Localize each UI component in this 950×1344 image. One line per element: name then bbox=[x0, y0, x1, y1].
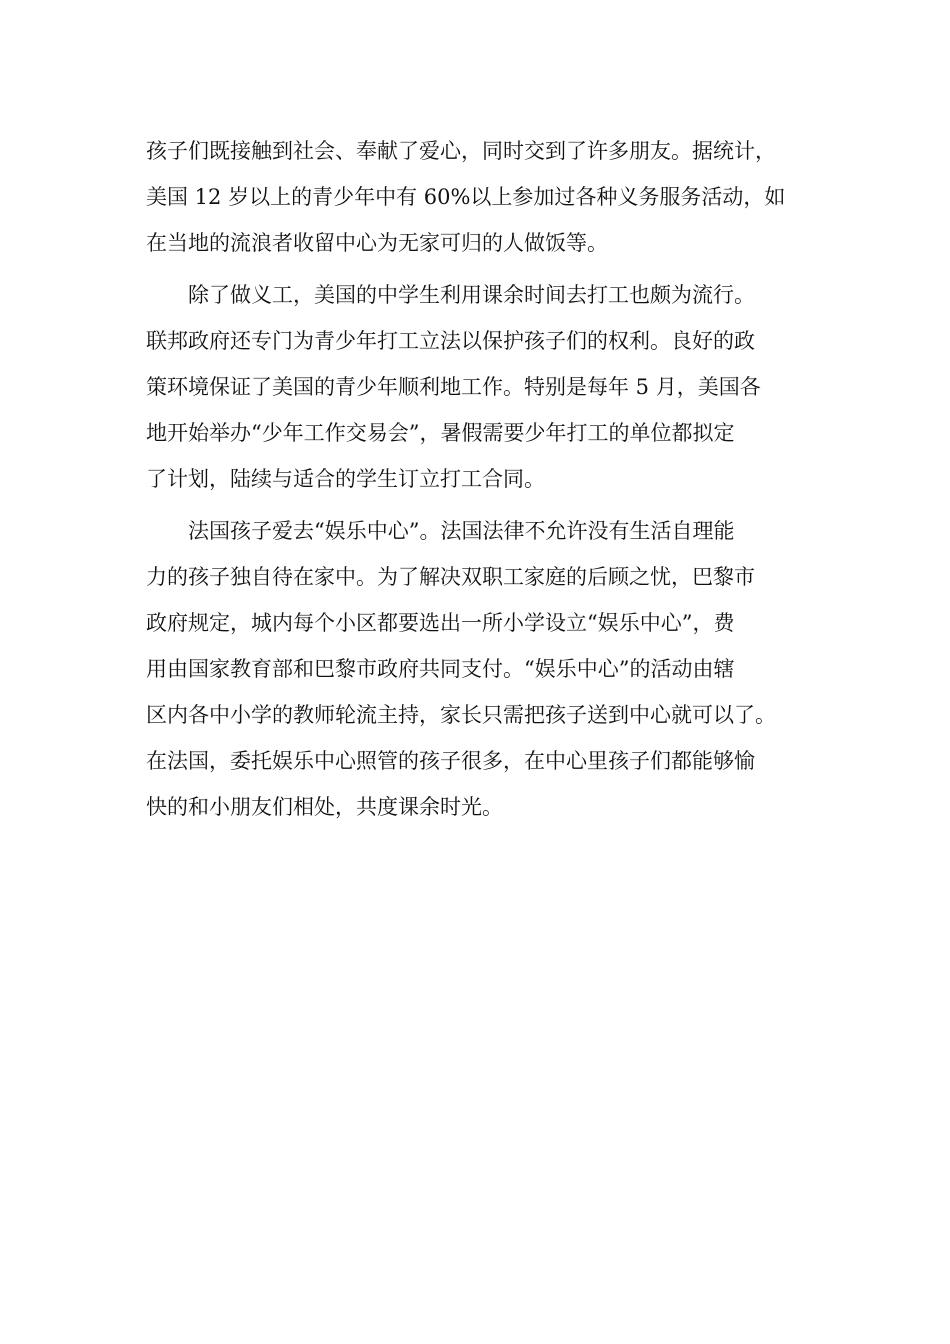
paragraph-3 bbox=[146, 508, 806, 830]
text-line: 在当地的流浪者收留中心为无家可归的人做饭等。 bbox=[146, 231, 608, 255]
text-line: 用由国家教育部和巴黎市政府共同支付。“娱乐中心”的活动由辖 bbox=[146, 657, 735, 681]
text-line: 除了做义工，美国的中学生利用课余时间去打工也颇为流行。 bbox=[188, 283, 755, 307]
text-line: 快的和小朋友们相处，共度课余时光。 bbox=[146, 795, 503, 819]
text-line: 法国孩子爱去“娱乐中心”。法国法律不允许没有生活自理能 bbox=[188, 519, 735, 543]
paragraph-1 bbox=[146, 128, 806, 266]
text-line: 联邦政府还专门为青少年打工立法以保护孩子们的权利。良好的政 bbox=[146, 329, 755, 353]
text-line: 地开始举办“少年工作交易会”，暑假需要少年打工的单位都拟定 bbox=[146, 421, 735, 445]
text-line: 力的孩子独自待在家中。为了解决双职工家庭的后顾之忧，巴黎市 bbox=[146, 565, 755, 589]
text-line: 区内各中小学的教师轮流主持，家长只需把孩子送到中心就可以了。 bbox=[146, 703, 776, 727]
text-line: 策环境保证了美国的青少年顺利地工作。特别是每年 5 月，美国各 bbox=[146, 375, 761, 399]
text-line: 了计划，陆续与适合的学生订立打工合同。 bbox=[146, 467, 545, 491]
paragraph-2 bbox=[146, 272, 806, 502]
document-body bbox=[146, 128, 806, 830]
text-line: 孩子们既接触到社会、奉献了爱心，同时交到了许多朋友。据统计， bbox=[146, 139, 776, 163]
text-line: 政府规定，城内每个小区都要选出一所小学设立“娱乐中心”，费 bbox=[146, 611, 735, 635]
text-line: 在法国，委托娱乐中心照管的孩子很多，在中心里孩子们都能够愉 bbox=[146, 749, 755, 773]
text-line: 美国 12 岁以上的青少年中有 60%以上参加过各种义务服务活动，如 bbox=[146, 185, 786, 209]
